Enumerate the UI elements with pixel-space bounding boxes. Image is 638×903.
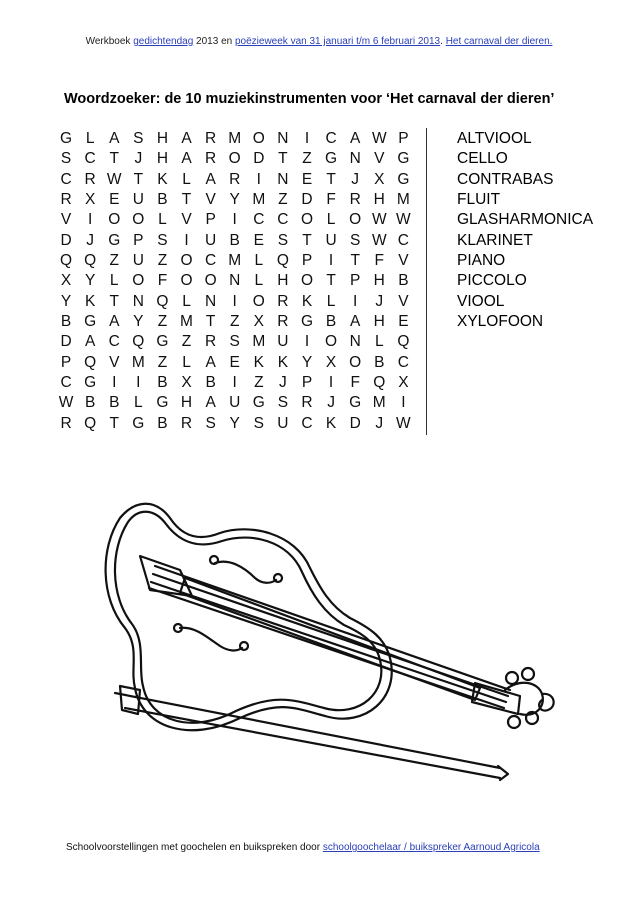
grid-letter: Z — [157, 252, 168, 270]
grid-letter: T — [326, 272, 336, 290]
grid-letter: A — [181, 150, 192, 168]
grid-letter: B — [325, 313, 337, 331]
grid-letter: O — [252, 292, 265, 310]
grid-letter: K — [84, 292, 96, 310]
grid-letter: D — [253, 150, 265, 168]
grid-letter: J — [351, 170, 360, 188]
grid-letter: I — [304, 333, 310, 351]
grid-letter: O — [325, 333, 338, 351]
grid-letter: U — [277, 333, 289, 351]
grid-letter: V — [181, 211, 192, 229]
grid-letter: Y — [229, 191, 240, 209]
grid-letter: U — [205, 231, 217, 249]
word-list-item: PICCOLO — [457, 272, 527, 290]
grid-letter: Y — [229, 414, 240, 432]
grid-letter: O — [132, 211, 145, 229]
grid-letter: W — [58, 394, 74, 412]
grid-letter: Q — [84, 414, 97, 432]
grid-letter: T — [302, 231, 312, 249]
grid-letter: T — [109, 150, 119, 168]
grid-letter: R — [229, 170, 241, 188]
grid-letter: V — [205, 191, 216, 209]
grid-letter: A — [350, 313, 361, 331]
grid-letter: I — [87, 211, 93, 229]
grid-letter: F — [157, 272, 168, 290]
grid-letter: G — [300, 313, 314, 331]
grid-letter: K — [277, 353, 289, 371]
grid-letter: S — [350, 231, 361, 249]
grid-letter: L — [109, 272, 119, 290]
grid-letter: E — [109, 191, 120, 209]
grid-letter: M — [180, 313, 193, 331]
grid-letter: A — [109, 130, 120, 147]
grid-letter: N — [277, 170, 289, 188]
page-title: Woordzoeker: de 10 muziekinstrumenten voor ‘Het carnaval der dieren’ — [64, 91, 555, 107]
grid-letter: O — [252, 130, 265, 147]
grid-letter: W — [106, 170, 122, 188]
grid-letter: H — [373, 313, 385, 331]
grid-letter: F — [326, 191, 336, 209]
word-list-item: VIOOL — [457, 292, 505, 310]
grid-letter: M — [252, 191, 266, 209]
grid-letter: Z — [181, 333, 192, 351]
bow-hair — [125, 708, 500, 778]
word-list-item: PIANO — [457, 252, 506, 270]
grid-letter: K — [325, 414, 337, 432]
grid-letter: Q — [84, 252, 97, 270]
grid-letter: I — [328, 252, 334, 270]
grid-letter: B — [157, 414, 168, 432]
grid-letter: R — [349, 191, 361, 209]
grid-letter: V — [60, 211, 72, 229]
grid-letter: T — [326, 170, 336, 188]
grid-letter: V — [398, 252, 409, 270]
grid-letter: O — [228, 150, 241, 168]
grid-letter: B — [60, 313, 72, 331]
grid-letter: O — [300, 272, 314, 290]
grid-letter: G — [156, 394, 169, 412]
grid-letter: C — [60, 374, 72, 392]
grid-letter: P — [133, 231, 144, 249]
grid-letter: X — [253, 313, 264, 331]
grid-letter: L — [85, 130, 95, 147]
grid-letter: X — [374, 170, 385, 188]
grid-letter: G — [349, 394, 362, 412]
grid-letter: R — [205, 130, 217, 147]
grid-letter: S — [277, 231, 289, 249]
grid-letter: C — [60, 170, 72, 188]
grid-letter: P — [301, 252, 313, 270]
grid-letter: M — [252, 333, 266, 351]
grid-letter: X — [60, 272, 72, 290]
grid-divider — [426, 128, 427, 435]
f-hole-top — [215, 562, 276, 583]
header-middle-text: 2013 en — [196, 36, 233, 47]
grid-letter: E — [301, 170, 313, 188]
grid-letter: A — [205, 353, 216, 371]
word-list-item: XYLOFOON — [457, 313, 544, 331]
grid-letter: D — [60, 333, 72, 351]
grid-letter: P — [60, 353, 72, 371]
grid-letter: Y — [84, 272, 96, 290]
grid-letter: N — [205, 292, 217, 310]
grid-letter: B — [84, 394, 96, 412]
grid-letter: D — [301, 191, 313, 209]
pegbox — [505, 683, 543, 715]
grid-letter: M — [228, 252, 242, 270]
grid-letter: R — [205, 333, 217, 351]
grid-letter: T — [181, 191, 192, 209]
grid-letter: Y — [301, 353, 313, 371]
grid-letter: S — [60, 150, 72, 168]
grid-letter: T — [109, 414, 119, 432]
grid-letter: Q — [156, 292, 169, 310]
grid-letter: Z — [254, 374, 264, 392]
word-list-item: FLUIT — [457, 191, 501, 209]
grid-letter: H — [373, 272, 385, 290]
grid-letter: P — [301, 374, 313, 392]
grid-letter: Z — [229, 313, 240, 331]
grid-letter: G — [397, 150, 410, 168]
grid-letter: I — [232, 211, 237, 229]
grid-letter: C — [301, 414, 313, 432]
grid-letter: N — [277, 130, 289, 147]
grid-letter: N — [349, 150, 361, 168]
grid-letter: J — [134, 150, 143, 168]
grid-letter: Q — [60, 252, 73, 270]
grid-letter: I — [184, 231, 189, 249]
grid-letter: B — [229, 231, 240, 249]
grid-letter: A — [205, 394, 216, 412]
grid-letter: L — [134, 394, 143, 412]
grid-letter: T — [133, 170, 144, 188]
grid-letter: V — [398, 292, 409, 310]
grid-letter: J — [327, 394, 335, 412]
grid-letter: X — [181, 374, 192, 392]
grid-letter: G — [252, 394, 265, 412]
grid-letter: L — [158, 211, 167, 229]
grid-letter: Q — [276, 252, 289, 270]
grid-letter: P — [205, 211, 216, 229]
grid-letter: I — [136, 374, 141, 392]
grid-letter: L — [182, 353, 191, 371]
grid-letter: B — [109, 394, 120, 412]
grid-letter: K — [157, 170, 168, 188]
grid-letter: Z — [109, 252, 119, 270]
grid-letter: H — [180, 394, 193, 412]
grid-letter: C — [277, 211, 289, 229]
word-list-item: ALTVIOOL — [457, 130, 532, 147]
grid-letter: O — [349, 211, 362, 229]
grid-letter: J — [375, 292, 384, 310]
grid-letter: L — [182, 170, 191, 188]
grid-letter: T — [109, 292, 119, 310]
peg-3 — [508, 716, 520, 728]
grid-letter: N — [229, 272, 241, 290]
header-period: . — [440, 36, 443, 47]
grid-letter: S — [253, 414, 264, 432]
grid-letter: R — [180, 414, 193, 432]
grid-letter: O — [180, 252, 193, 270]
grid-letter: L — [374, 333, 384, 351]
grid-letter: R — [277, 313, 289, 331]
grid-letter: R — [205, 150, 217, 168]
grid-letter: W — [396, 414, 411, 432]
grid-letter: W — [396, 211, 411, 229]
grid-letter: K — [253, 353, 264, 371]
grid-letter: G — [325, 150, 338, 168]
grid-letter: L — [182, 292, 191, 310]
scroll — [539, 694, 554, 711]
word-list-item: CONTRABAS — [457, 170, 554, 188]
fingerboard — [180, 578, 480, 700]
grid-letter: J — [375, 414, 384, 432]
grid-letter: O — [108, 211, 121, 229]
grid-letter: N — [349, 333, 361, 351]
grid-letter: S — [205, 414, 216, 432]
grid-letter: C — [253, 211, 265, 229]
grid-letter: G — [132, 414, 145, 432]
grid-letter: C — [397, 231, 409, 249]
grid-letter: Q — [132, 333, 145, 351]
grid-letter: H — [156, 150, 169, 168]
grid-letter: R — [301, 394, 313, 412]
grid-letter: W — [371, 211, 387, 229]
violin-illustration — [80, 478, 560, 798]
grid-letter: S — [133, 130, 144, 147]
grid-letter: G — [108, 231, 121, 249]
word-list-item: CELLO — [457, 150, 508, 168]
grid-letter: E — [229, 353, 240, 371]
grid-letter: L — [254, 272, 264, 290]
grid-letter: W — [371, 231, 387, 249]
grid-letter: V — [374, 150, 385, 168]
grid-letter: O — [300, 211, 314, 229]
grid-letter: T — [205, 313, 216, 331]
grid-letter: U — [229, 394, 241, 412]
grid-letter: R — [84, 170, 96, 188]
grid-letter: G — [84, 313, 97, 331]
grid-letter: Z — [302, 150, 312, 168]
grid-letter: Z — [278, 191, 288, 209]
grid-letter: R — [277, 292, 289, 310]
grid-letter: O — [180, 272, 193, 290]
grid-letter: T — [350, 252, 360, 270]
grid-letter: L — [254, 252, 264, 270]
grid-letter: B — [398, 272, 409, 290]
grid-letter: I — [328, 374, 334, 392]
grid-letter: H — [156, 130, 169, 147]
grid-letter: X — [325, 353, 337, 371]
grid-letter: O — [349, 353, 362, 371]
grid-letter: W — [371, 130, 387, 147]
grid-letter: S — [277, 394, 289, 412]
grid-letter: V — [109, 353, 120, 371]
peg-1 — [506, 672, 518, 684]
grid-letter: A — [350, 130, 361, 147]
grid-letter: D — [60, 231, 72, 249]
grid-letter: J — [279, 374, 287, 392]
grid-letter: K — [301, 292, 313, 310]
grid-letter: P — [350, 272, 361, 290]
grid-letter: A — [84, 333, 96, 351]
grid-letter: A — [109, 313, 120, 331]
grid-letter: N — [132, 292, 144, 310]
grid-letter: C — [397, 353, 409, 371]
grid-letter: Y — [133, 313, 144, 331]
page-footer — [66, 842, 540, 853]
carnaval-link[interactable]: Het carnaval der dieren. — [445, 36, 553, 47]
grid-letter: A — [205, 170, 216, 188]
grid-letter: C — [325, 130, 337, 147]
grid-letter: J — [86, 231, 95, 249]
grid-letter: C — [84, 150, 96, 168]
grid-letter: I — [112, 374, 117, 392]
grid-letter: G — [60, 130, 73, 147]
word-list — [457, 129, 593, 332]
grid-letter: F — [350, 374, 360, 392]
grid-letter: X — [398, 374, 409, 392]
f-hole-bottom — [180, 628, 242, 651]
grid-letter: U — [277, 414, 289, 432]
grid-letter: S — [157, 231, 168, 249]
grid-letter: Z — [157, 313, 168, 331]
grid-letter: B — [157, 374, 168, 392]
grid-letter: I — [232, 374, 237, 392]
grid-letter: U — [132, 252, 144, 270]
grid-letter: I — [232, 292, 237, 310]
grid-letter: M — [228, 130, 242, 147]
grid-letter: I — [304, 130, 310, 147]
grid-letter: I — [401, 394, 406, 412]
gedichtendag-link[interactable]: gedichtendag — [133, 36, 194, 47]
grid-letter: L — [326, 292, 336, 310]
grid-letter: B — [157, 191, 168, 209]
grid-letter: L — [326, 211, 336, 229]
grid-letter: T — [278, 150, 288, 168]
grid-letter: B — [374, 353, 385, 371]
peg-2 — [522, 668, 534, 680]
grid-letter: U — [132, 191, 144, 209]
grid-letter: Y — [60, 292, 72, 310]
grid-letter: Q — [397, 333, 410, 351]
grid-letter: M — [372, 394, 386, 412]
grid-letter: R — [60, 414, 72, 432]
header-prefix: Werkboek — [85, 36, 131, 47]
grid-letter: Q — [84, 353, 97, 371]
grid-letter: B — [205, 374, 216, 392]
poezieweek-link[interactable]: poëzieweek van 31 januari t/m 6 februari 2013 — [234, 36, 441, 47]
grid-letter: E — [253, 231, 264, 249]
grid-letter: Q — [373, 374, 386, 392]
grid-letter: F — [374, 252, 384, 270]
grid-letter: Z — [157, 353, 168, 371]
grid-letter: S — [229, 333, 240, 351]
word-list-item: GLASHARMONICA — [457, 211, 594, 229]
grid-letter: M — [131, 353, 145, 371]
word-search-grid — [54, 129, 415, 434]
grid-letter: I — [256, 170, 261, 188]
grid-letter: G — [156, 333, 169, 351]
grid-letter: H — [277, 272, 289, 290]
grid-letter: O — [204, 272, 217, 290]
goochelaar-link[interactable]: schoolgoochelaar / buikspreker Aarnoud Agricola — [322, 842, 540, 853]
grid-letter: H — [373, 191, 385, 209]
grid-letter: G — [397, 170, 410, 188]
grid-letter: U — [325, 231, 337, 249]
page-header — [0, 36, 638, 47]
grid-letter: A — [181, 130, 192, 147]
word-list-item: KLARINET — [457, 231, 533, 249]
grid-letter: E — [398, 313, 409, 331]
grid-letter: R — [60, 191, 72, 209]
grid-letter: X — [84, 191, 96, 209]
grid-letter: C — [205, 252, 217, 270]
footer-text: Schoolvoorstellingen met goochelen en buikspreken door — [66, 842, 321, 853]
grid-letter: I — [353, 292, 358, 310]
grid-letter: P — [398, 130, 409, 147]
grid-letter: D — [349, 414, 361, 432]
grid-letter: G — [84, 374, 97, 392]
grid-letter: C — [108, 333, 120, 351]
grid-letter: O — [132, 272, 145, 290]
grid-letter: M — [396, 191, 410, 209]
